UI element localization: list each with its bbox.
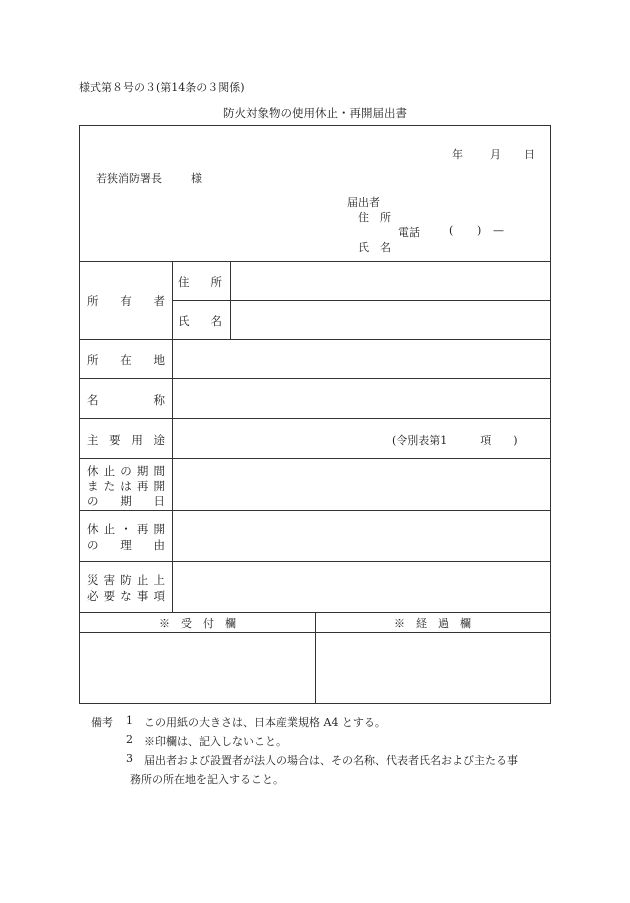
location-label <box>87 352 165 368</box>
location-field[interactable] <box>173 340 549 377</box>
date-day-label: 日 <box>524 148 535 161</box>
period-l1-char-5: 間 <box>153 464 165 478</box>
owner-address-field[interactable] <box>231 262 549 299</box>
reason-l1-char-5: 開 <box>153 522 165 536</box>
period-l2-char-3: は <box>120 479 132 493</box>
divider-name-bottom <box>80 418 550 419</box>
period-field[interactable] <box>173 459 549 509</box>
location-char-1: 所 <box>87 353 99 367</box>
phone-dash: — <box>493 224 504 237</box>
disaster-l1-char-2: 害 <box>103 573 116 587</box>
notifier-label: 届出者 <box>347 196 380 209</box>
note-2-text: ※印欄は、記入しないこと。 <box>144 735 287 748</box>
note-1-number: 1 <box>126 714 133 727</box>
note-1-text: この用紙の大きさは、日本産業規格 A4 とする。 <box>144 716 386 729</box>
owner-name-char-2: 名 <box>210 314 222 328</box>
reason-l2-char-1: の <box>87 538 99 552</box>
reason-l1-char-2: 止 <box>103 522 116 536</box>
owner-address-char-2: 所 <box>210 275 222 289</box>
reason-l1-char-1: 休 <box>87 522 99 536</box>
date-year-label: 年 <box>452 148 463 161</box>
notifier-name-label: 氏 名 <box>358 241 391 254</box>
reason-l1-char-3: ・ <box>120 522 132 536</box>
honorific: 様 <box>191 172 202 185</box>
reason-field[interactable] <box>173 511 549 560</box>
reason-label-line1 <box>87 521 165 537</box>
disaster-l1-char-5: 上 <box>153 573 165 587</box>
period-l1-char-1: 休 <box>87 464 99 478</box>
owner-name-label <box>178 313 222 329</box>
owner-label-char-2: 有 <box>120 294 132 308</box>
period-l3-char-1: の <box>87 494 99 508</box>
notifier-address-label: 住 所 <box>358 211 391 224</box>
reason-l2-char-3: 由 <box>153 538 165 552</box>
notes-heading: 備考 <box>91 716 113 729</box>
period-label-line3 <box>87 493 165 509</box>
form-number: 様式第８号の３(第14条の３関係) <box>79 81 245 94</box>
disaster-l2-char-2: 要 <box>103 589 116 603</box>
reason-l2-char-2: 理 <box>120 538 132 552</box>
reason-label-line2 <box>87 537 165 553</box>
phone-label: 電話 <box>398 226 420 239</box>
progress-field <box>316 633 549 702</box>
note-3-continuation: 務所の所在地を記入すること。 <box>130 773 284 786</box>
facility-name-char-2: 称 <box>153 393 165 407</box>
period-l2-char-1: ま <box>87 479 99 493</box>
disaster-l2-char-5: 項 <box>153 589 165 603</box>
progress-header: ※ 経 過 欄 <box>394 617 471 630</box>
disaster-l1-char-3: 防 <box>120 573 132 587</box>
facility-name-char-1: 名 <box>87 393 99 407</box>
document-title: 防火対象物の使用休止・再開届出書 <box>223 106 407 120</box>
period-l2-char-2: た <box>103 479 116 493</box>
reason-l1-char-4: 再 <box>136 522 149 536</box>
disaster-l1-char-4: 止 <box>136 573 149 587</box>
reception-header: ※ 受 付 欄 <box>159 617 236 630</box>
note-3-text: 届出者および設置者が法人の場合は、その名称、代表者氏名および主たる事 <box>144 754 518 767</box>
facility-name-label <box>87 392 165 408</box>
location-char-2: 在 <box>120 353 132 367</box>
main-use-char-4: 途 <box>153 433 165 447</box>
owner-label-char-3: 者 <box>153 294 165 308</box>
addressee: 若狭消防署長 <box>96 172 162 185</box>
facility-name-field[interactable] <box>173 379 549 417</box>
main-use-char-1: 主 <box>87 433 99 447</box>
disaster-field[interactable] <box>173 562 549 611</box>
main-use-char-3: 用 <box>131 433 143 447</box>
owner-label-char-1: 所 <box>87 294 99 308</box>
location-char-3: 地 <box>153 353 165 367</box>
disaster-l2-char-1: 必 <box>87 589 99 603</box>
period-label-line1 <box>87 463 165 479</box>
owner-address-char-1: 住 <box>178 275 190 289</box>
owner-label <box>87 293 165 309</box>
main-use-label <box>87 432 165 448</box>
period-l3-char-2: 期 <box>120 494 132 508</box>
disaster-l2-char-3: な <box>120 589 132 603</box>
disaster-label-line2 <box>87 588 165 604</box>
date-month-label: 月 <box>490 148 501 161</box>
owner-name-field[interactable] <box>231 301 549 338</box>
phone-paren-open: ( <box>449 224 454 237</box>
note-2-number: 2 <box>126 733 133 746</box>
period-l2-char-5: 開 <box>153 479 165 493</box>
main-use-note: (令別表第1 項 ) <box>392 434 518 447</box>
phone-paren-close: ) <box>477 224 482 237</box>
disaster-l2-char-4: 事 <box>136 589 149 603</box>
owner-address-label <box>178 274 222 290</box>
main-use-char-2: 要 <box>109 433 121 447</box>
owner-name-char-1: 氏 <box>178 314 190 328</box>
period-l1-char-4: 期 <box>136 464 149 478</box>
period-l2-char-4: 再 <box>136 479 149 493</box>
period-l1-char-3: の <box>120 464 132 478</box>
disaster-label-line1 <box>87 572 165 588</box>
period-label-line2 <box>87 478 165 494</box>
note-3-number: 3 <box>126 752 133 765</box>
disaster-l1-char-1: 災 <box>87 573 99 587</box>
period-l3-char-3: 日 <box>153 494 165 508</box>
form-table <box>79 125 551 704</box>
period-l1-char-2: 止 <box>103 464 116 478</box>
reception-field <box>81 633 314 702</box>
